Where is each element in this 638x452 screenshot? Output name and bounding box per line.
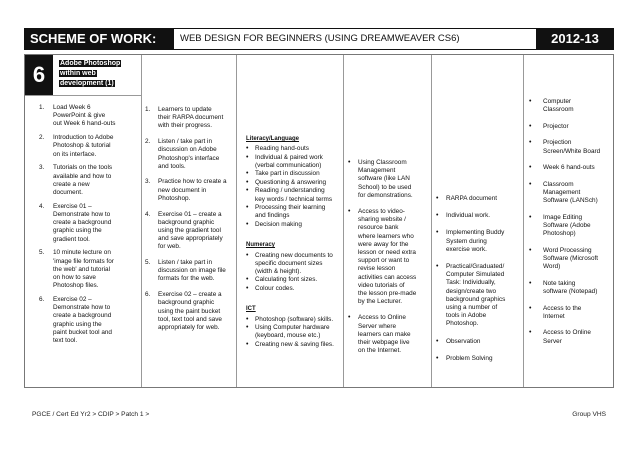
teaching-activities-column — [39, 104, 139, 351]
bullet-item — [529, 139, 613, 155]
bullet-list — [246, 316, 342, 349]
item-line: their RARPA document — [158, 114, 224, 122]
item-line: their webpage live — [358, 339, 410, 347]
bullet-glyph: • — [436, 263, 439, 271]
bullet-glyph: • — [529, 122, 532, 130]
item-line: Using Computer hardware — [255, 324, 330, 332]
spacer — [246, 229, 342, 241]
bullet-item — [246, 221, 342, 229]
item-line: RARPA document — [446, 195, 498, 202]
item-line: Reading / understanding — [255, 187, 325, 195]
bullet-glyph: • — [529, 164, 532, 172]
item-line: Photoshop) — [543, 230, 576, 238]
bullet-list — [436, 195, 522, 363]
bullet-glyph: • — [436, 229, 439, 237]
item-line: on the Internet. — [358, 347, 401, 355]
bullet-item — [529, 305, 613, 321]
bullet-item — [246, 154, 342, 170]
bullet-item — [529, 181, 613, 206]
item-line: Calculating font sizes. — [255, 276, 318, 284]
item-number: 6. — [39, 296, 45, 304]
item-line: Reading hand-outs — [255, 145, 310, 153]
literacy-heading: Literacy/Language — [246, 136, 300, 142]
item-line: Classroom — [543, 106, 574, 114]
bullet-glyph: • — [436, 354, 439, 362]
numbered-item — [145, 259, 235, 284]
bullet-item — [246, 341, 342, 349]
item-line: Management — [543, 188, 581, 196]
item-line: Photoshop. — [158, 194, 191, 202]
item-line: gradient tool. — [53, 235, 90, 243]
item-number: 3. — [145, 178, 151, 186]
item-line: Server — [543, 337, 562, 345]
item-line: activities can access — [358, 273, 417, 281]
bullet-item — [246, 316, 342, 324]
bullet-glyph: • — [348, 314, 351, 322]
item-line: Classroom — [543, 180, 574, 188]
numbered-item — [39, 203, 139, 244]
topic-line: Adobe Photoshop — [60, 60, 121, 67]
item-line: Decision making — [255, 220, 302, 228]
item-line: using a number of — [446, 304, 498, 312]
column-divider — [431, 55, 432, 387]
item-line: video tutorials of — [358, 281, 405, 289]
item-line: School) to be used — [358, 183, 412, 191]
item-line: (width & height). — [255, 267, 302, 275]
bullet-item — [436, 355, 522, 363]
bullet-list — [246, 145, 342, 229]
bullet-list — [348, 159, 430, 355]
numbered-item — [145, 178, 235, 203]
item-line: 10 minute lecture on — [53, 249, 111, 257]
item-line: Tutorials on the tools — [53, 164, 113, 172]
topic-line: within web — [60, 70, 96, 77]
item-line: Load Week 6 — [53, 104, 91, 111]
item-line: Photoshop's interface — [158, 154, 220, 162]
bullet-item — [529, 164, 613, 172]
item-line: Software (LANSch) — [543, 197, 598, 205]
ict-heading: ICT — [246, 306, 256, 313]
item-line: Listen / take part in — [158, 259, 212, 267]
item-line: the web' and tutorial — [53, 265, 110, 273]
item-line: Individual & paired work — [255, 153, 323, 161]
bullet-item — [436, 338, 522, 346]
scheme-table — [24, 54, 614, 388]
item-line: background graphics — [446, 295, 506, 303]
item-line: Introduction to Adobe — [53, 134, 114, 142]
item-line: by the Lecturer. — [358, 298, 403, 306]
bullet-item — [246, 170, 342, 178]
item-line: the lesson pre-made — [358, 290, 417, 298]
item-line: and save appropriately — [158, 235, 223, 243]
item-line: Practice how to create a — [158, 178, 227, 186]
item-line: for demonstrations. — [358, 191, 413, 199]
item-line: Projection — [543, 139, 572, 147]
bullet-list — [246, 252, 342, 294]
item-line: were away for the — [358, 240, 409, 248]
item-line: Photoshop & tutorial — [53, 142, 111, 150]
item-line: Exercise 02 – — [53, 296, 92, 304]
bullet-glyph: • — [246, 153, 249, 161]
item-line: Projector — [543, 122, 569, 130]
bullet-item — [246, 252, 342, 277]
bullet-item — [529, 247, 613, 272]
item-line: Computer — [543, 98, 572, 105]
item-line: software (Notepad) — [543, 287, 598, 295]
item-line: Creating new & saving files. — [255, 340, 334, 348]
course-title: WEB DESIGN FOR BEGINNERS (USING DREAMWEAVER CS6) — [174, 28, 536, 50]
bullet-glyph: • — [529, 304, 532, 312]
item-line: create a background — [53, 219, 112, 227]
item-number: 6. — [145, 291, 151, 299]
bullet-glyph: • — [246, 187, 249, 195]
bullet-glyph: • — [246, 204, 249, 212]
item-line: Practical/Graduated/ — [446, 263, 505, 271]
academic-year: 2012-13 — [536, 28, 614, 50]
item-line: Demonstrate how to — [53, 211, 111, 219]
item-line: tool, text tool and save — [158, 315, 222, 323]
numbered-item — [39, 104, 139, 129]
item-line: resource bank — [358, 224, 399, 232]
header-bar — [24, 28, 614, 50]
bullet-item — [529, 329, 613, 345]
bullet-item — [529, 214, 613, 239]
item-line: Observation — [446, 337, 481, 345]
item-line: lesson or need extra — [358, 249, 416, 257]
item-number: 1. — [145, 106, 151, 113]
bullet-glyph: • — [246, 276, 249, 284]
item-line: Screen/White Board — [543, 147, 601, 155]
item-line: Photoshop (software) skills. — [255, 315, 334, 323]
bullet-glyph: • — [246, 251, 249, 259]
item-line: Access to Online — [358, 314, 406, 322]
item-line: document. — [53, 189, 83, 197]
item-line: Access to the — [543, 304, 582, 312]
row-divider — [25, 95, 141, 96]
bullet-glyph: • — [529, 246, 532, 254]
item-line: Colour codes. — [255, 284, 295, 292]
bullet-glyph: • — [529, 180, 532, 188]
item-line: on how to save — [53, 274, 96, 282]
item-line: using the paint bucket — [158, 307, 221, 315]
item-line: Week 6 hand-outs — [543, 164, 595, 172]
item-line: key words / technical terms — [255, 195, 333, 203]
numbered-item — [39, 164, 139, 197]
item-line: Take part in discussion — [255, 170, 320, 178]
item-line: paint bucket tool and — [53, 328, 112, 336]
column-divider — [523, 55, 524, 387]
bullet-glyph: • — [246, 170, 249, 178]
item-number: 5. — [39, 249, 45, 257]
item-line: Software (Adobe — [543, 221, 591, 229]
item-line: Note taking — [543, 279, 576, 287]
numbered-item — [39, 296, 139, 345]
item-line: for web. — [158, 243, 181, 251]
item-line: formats for the web. — [158, 275, 215, 283]
item-line: revise lesson — [358, 265, 396, 273]
item-line: Individual work. — [446, 212, 491, 220]
item-line: Task: Individually, — [446, 279, 496, 287]
bullet-list — [529, 98, 613, 346]
item-line: Creating new documents to — [255, 251, 333, 259]
item-number: 2. — [145, 138, 151, 146]
bullet-glyph: • — [529, 213, 532, 221]
bullet-glyph: • — [246, 284, 249, 292]
bullet-item — [348, 208, 430, 306]
column-divider — [343, 55, 344, 387]
item-line: design/create two — [446, 287, 497, 295]
item-line: graphic using the — [53, 320, 102, 328]
bullet-glyph: • — [246, 315, 249, 323]
item-line: Exercise 01 – create a — [158, 210, 222, 218]
bullet-item — [246, 276, 342, 284]
item-line: and findings — [255, 212, 290, 220]
bullet-glyph: • — [246, 324, 249, 332]
bullet-glyph: • — [436, 212, 439, 220]
item-line: Management — [358, 167, 396, 175]
item-line: where learners who — [358, 232, 414, 240]
item-number: 3. — [39, 164, 45, 172]
item-line: Internet — [543, 312, 565, 320]
item-line: Photoshop. — [446, 320, 479, 328]
item-line: on its interface. — [53, 150, 97, 158]
item-line: Processing their learning — [255, 204, 326, 212]
item-line: learners can make — [358, 330, 411, 338]
item-line: (keyboard, mouse etc.) — [255, 332, 321, 340]
item-line: background graphic — [158, 299, 215, 307]
bullet-glyph: • — [246, 178, 249, 186]
item-line: appropriately for web. — [158, 323, 220, 331]
item-line: Word Processing — [543, 246, 592, 254]
item-line: Software (Microsoft — [543, 254, 599, 262]
bullet-glyph: • — [348, 208, 351, 216]
bullet-item — [529, 123, 613, 131]
item-number: 2. — [39, 134, 45, 142]
item-line: (verbal communication) — [255, 161, 322, 169]
bullet-item — [436, 212, 522, 220]
topic-line: development (1) — [60, 80, 114, 87]
item-number: 4. — [145, 210, 151, 218]
item-line: new document in — [158, 186, 207, 194]
item-line: Photoshop files. — [53, 282, 99, 290]
bullet-glyph: • — [529, 139, 532, 147]
learner-activities-column — [145, 106, 235, 340]
bullet-item — [436, 229, 522, 254]
item-line: Using Classroom — [358, 159, 407, 166]
bullet-item — [348, 314, 430, 355]
item-line: with their progress. — [158, 122, 212, 130]
numeracy-heading: Numeracy — [246, 242, 276, 249]
bullet-glyph: • — [529, 279, 532, 287]
item-line: using the gradient tool — [158, 226, 221, 234]
item-line: background graphic — [158, 218, 215, 226]
numbered-list — [145, 106, 235, 332]
item-number: 5. — [145, 259, 151, 267]
item-line: exercise work. — [446, 245, 487, 253]
bullet-glyph: • — [246, 340, 249, 348]
item-line: 'image file formats for — [53, 257, 114, 265]
session-number: 6 — [25, 55, 53, 95]
item-line: Listen / take part in — [158, 138, 212, 146]
item-line: graphic using the — [53, 227, 102, 235]
document-title: SCHEME OF WORK: — [24, 28, 174, 50]
bullet-glyph: • — [529, 329, 532, 337]
bullet-item — [246, 324, 342, 340]
bullet-glyph: • — [436, 337, 439, 345]
item-line: Questioning & answering — [255, 178, 327, 186]
session-topic — [59, 59, 149, 89]
item-line: Exercise 01 – — [53, 202, 92, 210]
bullet-item — [348, 159, 430, 200]
bullet-item — [246, 285, 342, 293]
bullet-glyph: • — [348, 159, 351, 166]
numbered-item — [39, 249, 139, 290]
item-line: Computer Simulated — [446, 271, 505, 279]
numbered-item — [145, 211, 235, 252]
item-line: sharing website / — [358, 216, 406, 224]
bullet-item — [246, 187, 342, 203]
bullet-item — [246, 145, 342, 153]
item-line: Problem Solving — [446, 354, 493, 362]
bullet-glyph: • — [529, 98, 532, 105]
differentiation-column — [348, 159, 430, 363]
numbered-item — [39, 134, 139, 159]
item-line: discussion on image file — [158, 267, 226, 275]
item-number: 4. — [39, 202, 45, 210]
footer-path: PGCE / Cert Ed Yr2 > CDIP > Patch 1 > — [32, 411, 150, 418]
item-line: support or want to — [358, 257, 410, 265]
item-line: System during — [446, 237, 487, 245]
bullet-item — [529, 280, 613, 296]
item-line: out Week 6 hand-outs — [53, 120, 116, 128]
footer-group: Group VHS — [572, 411, 606, 418]
item-line: tools in Adobe — [446, 312, 487, 320]
item-line: create a background — [53, 312, 112, 320]
item-line: Exercise 02 – create a — [158, 291, 222, 299]
item-line: Server where — [358, 322, 397, 330]
item-line: Learners to update — [158, 106, 212, 113]
skills-column — [246, 135, 342, 349]
column-divider — [236, 55, 237, 387]
resources-column — [529, 98, 613, 354]
item-line: discussion on Adobe — [158, 146, 217, 154]
bullet-glyph: • — [246, 220, 249, 228]
numbered-item — [145, 106, 235, 131]
bullet-item — [436, 263, 522, 329]
column-divider — [141, 55, 142, 387]
item-line: Implementing Buddy — [446, 229, 505, 237]
item-number: 1. — [39, 104, 45, 111]
item-line: available and how to — [53, 172, 112, 180]
bullet-item — [529, 98, 613, 114]
item-line: software (like LAN — [358, 175, 410, 183]
item-line: PowerPoint & give — [53, 112, 106, 120]
item-line: text tool. — [53, 337, 78, 345]
numbered-item — [145, 138, 235, 171]
assessment-column — [436, 195, 522, 372]
item-line: Image Editing — [543, 213, 583, 221]
item-line: Demonstrate how to — [53, 304, 111, 312]
bullet-item — [436, 195, 522, 203]
bullet-item — [246, 204, 342, 220]
item-line: Access to video- — [358, 208, 405, 216]
bullet-glyph: • — [246, 145, 249, 153]
item-line: Access to Online — [543, 329, 591, 337]
bullet-item — [246, 179, 342, 187]
spacer — [246, 293, 342, 305]
item-line: create a new — [53, 180, 90, 188]
item-line: specific document sizes — [255, 259, 323, 267]
item-line: and tools. — [158, 162, 186, 170]
item-line: Word) — [543, 263, 561, 271]
bullet-glyph: • — [436, 195, 439, 202]
numbered-list — [39, 104, 139, 345]
numbered-item — [145, 291, 235, 332]
